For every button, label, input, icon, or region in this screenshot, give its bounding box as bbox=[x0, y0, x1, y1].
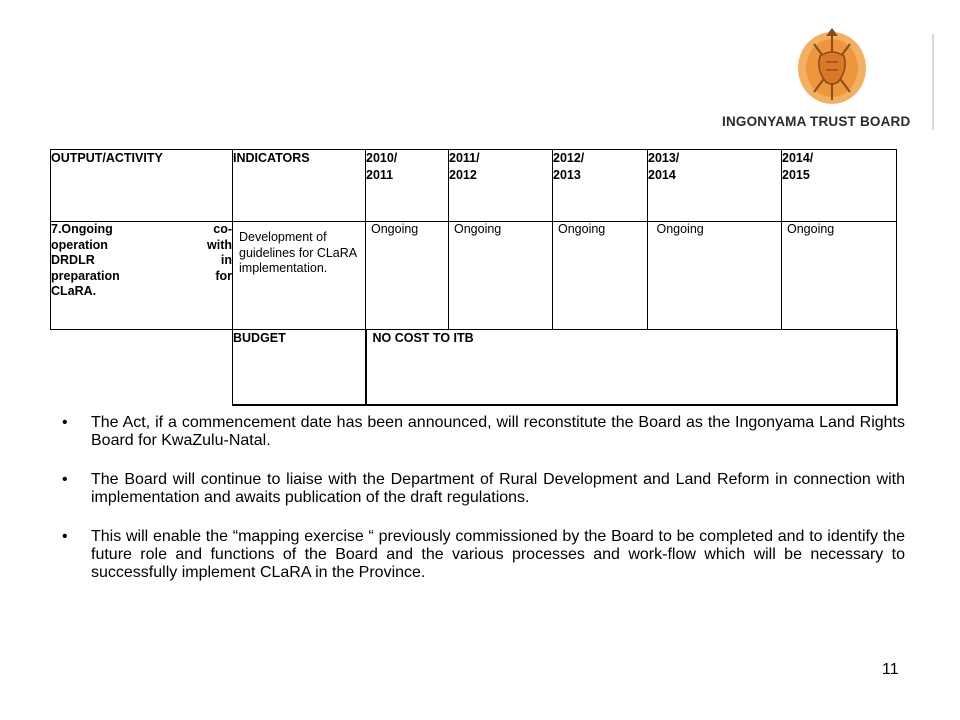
bullet-text: The Act, if a commencement date has been announced, will reconstitute the Board as the Ingonyama Land Rights Board for KwaZulu-Natal. bbox=[91, 414, 905, 449]
list-item bbox=[62, 414, 905, 450]
bullet-icon: • bbox=[62, 471, 68, 488]
bullet-icon: • bbox=[62, 528, 68, 545]
logo bbox=[722, 26, 937, 136]
bullet-icon: • bbox=[62, 414, 68, 431]
value-cell: Ongoing bbox=[648, 222, 782, 330]
ingonyama-emblem-icon bbox=[792, 26, 872, 108]
empty-cell bbox=[51, 330, 233, 405]
header-year: 2014/ 2015 bbox=[782, 150, 897, 222]
activity-cell bbox=[51, 222, 233, 330]
bullet-text: This will enable the “mapping exercise “ previously commissioned by the Board to be completed and to identify the future role and functions of the Board and the various processes and work-flow which will be necessary to successfully implement CLaRA in the Province. bbox=[91, 528, 905, 581]
value-cell: Ongoing bbox=[366, 222, 449, 330]
header-year: 2012/ 2013 bbox=[553, 150, 648, 222]
table-row bbox=[51, 222, 897, 330]
page-number: 11 bbox=[882, 661, 899, 678]
output-activity-table bbox=[50, 149, 898, 406]
header-year: 2011/ 2012 bbox=[449, 150, 553, 222]
indicator-cell: Development of guidelines for CLaRA implementation. bbox=[233, 222, 366, 330]
activity-line: DRDLR in bbox=[51, 253, 232, 267]
header-year: 2010/ 2011 bbox=[366, 150, 449, 222]
logo-divider bbox=[932, 34, 934, 130]
budget-value: NO COST TO ITB bbox=[366, 330, 897, 405]
header-indicators: INDICATORS bbox=[233, 150, 366, 222]
activity-line: 7.Ongoing co- bbox=[51, 222, 232, 236]
activity-line: CLaRA. bbox=[51, 284, 97, 298]
header-year: 2013/ 2014 bbox=[648, 150, 782, 222]
header-output-activity: OUTPUT/ACTIVITY bbox=[51, 150, 233, 222]
activity-line: preparation for bbox=[51, 268, 232, 283]
budget-label: BUDGET bbox=[233, 330, 366, 405]
table-header-row bbox=[51, 150, 897, 222]
logo-text: INGONYAMA TRUST BOARD bbox=[722, 114, 911, 129]
value-cell: Ongoing bbox=[553, 222, 648, 330]
value-cell: Ongoing bbox=[782, 222, 897, 330]
list-item bbox=[62, 528, 905, 582]
budget-row bbox=[51, 330, 897, 405]
bullet-list bbox=[62, 414, 905, 603]
list-item bbox=[62, 471, 905, 507]
value-cell: Ongoing bbox=[449, 222, 553, 330]
bullet-text: The Board will continue to liaise with the Department of Rural Development and Land Reform in connection with implementation and awaits publication of the draft regulations. bbox=[91, 471, 905, 506]
activity-line: operation with bbox=[51, 237, 232, 252]
